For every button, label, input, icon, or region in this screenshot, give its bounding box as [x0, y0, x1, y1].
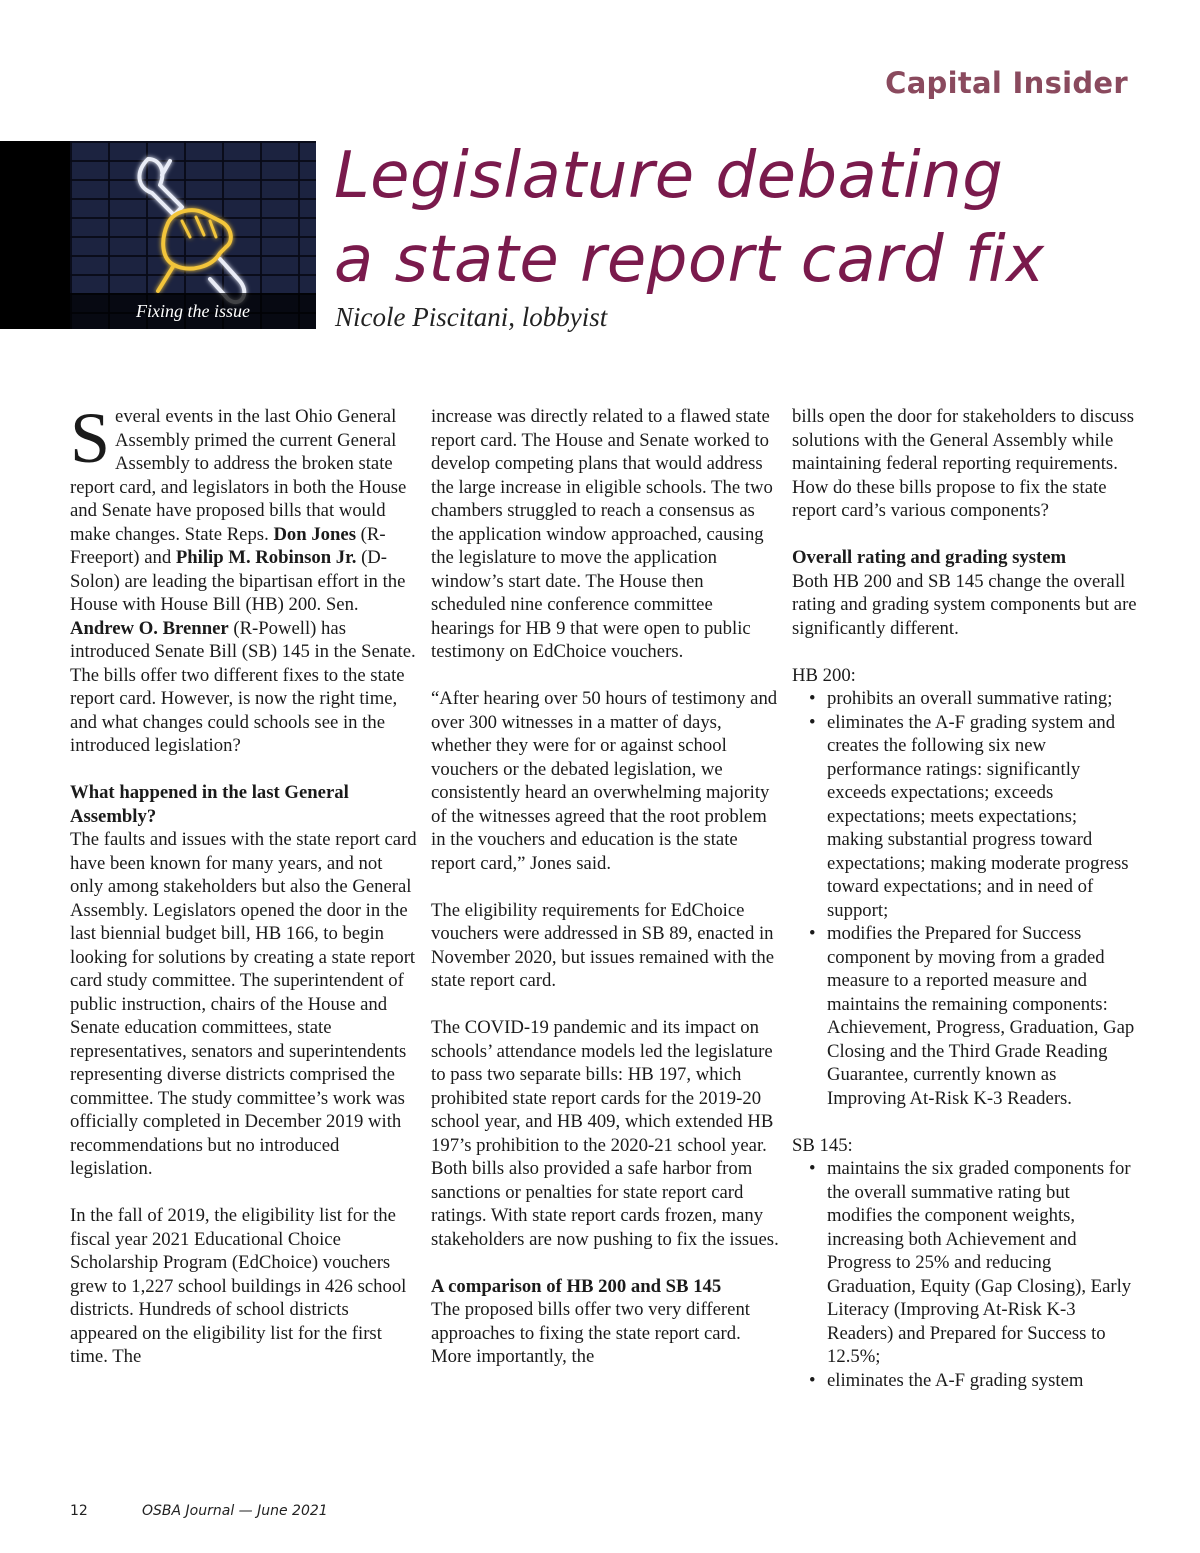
body-paragraph: The COVID-19 pandemic and its impact on schools’ attendance models led the legislature to pass two separate bills: HB 197, which prohibited state report cards for the 2019-20 school year, and HB 409, which extended HB 197’s prohibition to the 2020-21 school year. Both bills also provided a safe harbor from sanctions or penalties for state report card ratings. With state report cards frozen, many stakeholders are now pushing to fix the issues. [431, 1017, 779, 1250]
body-paragraph: increase was directly related to a flawed state report card. The House and Senate worked to develop competing plans that would address the large increase in eligible schools. The two chambers struggled to reach a consensus as the application window approached, causing the legislature to move the application window’s start date. The House then scheduled nine conference committee hearings for HB 9 that were open to public testimony on EdChoice vouchers. [431, 406, 773, 662]
article-title [334, 134, 1045, 302]
list-item: • eliminates the A-F grading system and creates the following six new performance ratings: significantly exceeds expectations; exceeds expectations; meets expectations; making substantial progress toward expectations; making moderate progress toward expectations; and in need of support; [792, 711, 1137, 923]
column-2 [431, 405, 779, 1392]
image-caption: Fixing the issue [70, 293, 316, 329]
subheading: A comparison of HB 200 and SB 145 [431, 1275, 722, 1297]
list-item: • eliminates the A-F grading system [792, 1369, 1137, 1393]
sb145-list [792, 1157, 1137, 1392]
text-run: (R-Powell) has introduced Senate Bill (SB) 145 in the Senate. The bills offer two different fixes to the state report card. However, is now the right time, and what changes could schools see in the introduced legislation? [70, 617, 416, 756]
body-paragraph: The proposed bills offer two very different approaches to fixing the state report card. More importantly, the [431, 1299, 750, 1367]
body-paragraph: The eligibility requirements for EdChoice vouchers were addressed in SB 89, enacted in November 2020, but issues remained with the state report card. [431, 899, 775, 991]
text-run: (D-Solon) are leading the bipartisan effort in the House with House Bill (HB) 200. Sen. [70, 547, 406, 615]
title-line-2: a state report card fix [334, 223, 1045, 297]
drop-cap: S [70, 398, 111, 478]
section-label: Capital Insider [885, 66, 1128, 100]
quote-paragraph: “After hearing over 50 hours of testimony and over 300 witnesses in a matter of days, whether they were for or against school vouchers or the debated legislation, we consistently heard an overwhelming majority of the witnesses agreed that the root problem in the vouchers and education is the state report card,” Jones said. [431, 688, 778, 874]
list-item: • modifies the Prepared for Success component by moving from a graded measure to a reported measure and maintains the remaining components: Achievement, Progress, Graduation, Gap Closing and the Third Grade Reading Guarantee, currently known as Improving At-Risk K-3 Readers. [792, 922, 1137, 1110]
legislator-name: Philip M. Robinson Jr. [175, 547, 357, 568]
list-label: SB 145: [792, 1134, 853, 1156]
text-run: (R-Freeport) and [70, 523, 386, 568]
body-paragraph: bills open the door for stakeholders to discuss solutions with the General Assembly while maintaining federal reporting requirements. How do these bills propose to fix the state report card’s various components? [792, 406, 1135, 521]
body-paragraph: In the fall of 2019, the eligibility list for the fiscal year 2021 Educational Choice Scholarship Program (EdChoice) vouchers grew to 1,227 school buildings in 426 school districts. Hundreds of school districts appeared on the eligibility list for the first time. The [70, 1205, 407, 1367]
subheading: Overall rating and grading system [792, 547, 1067, 568]
byline: Nicole Piscitani, lobbyist [335, 302, 608, 332]
hb200-list [792, 687, 1137, 1110]
body-paragraph: Both HB 200 and SB 145 change the overall rating and grading system components but are significantly different. [792, 570, 1137, 639]
hero-image [0, 141, 316, 329]
page-number: 12 [70, 1503, 88, 1519]
list-item: • maintains the six graded components for the overall summative rating but modifies the component weights, increasing both Achievement and Progress to 25% and reducing Graduation, Equity (Gap Closing), Early Literacy (Improving At-Risk K-3 Readers) and Prepared for Success to 12.5%; [792, 1157, 1137, 1369]
subheading: What happened in the last General Assembly? [70, 782, 349, 827]
legislator-name: Don Jones [273, 523, 356, 545]
text-run: everal events in the last Ohio General Assembly primed the current General Assembly to address the broken state report card, and legislators in both the House and Senate have proposed bills that would make changes. State Reps. [70, 406, 407, 545]
legislator-name: Andrew O. Brenner [70, 617, 229, 639]
column-3 [792, 405, 1137, 1416]
journal-name: OSBA Journal — June 2021 [142, 1503, 328, 1519]
intro-paragraph [70, 398, 418, 758]
page-footer [70, 1503, 328, 1519]
list-item: • prohibits an overall summative rating; [792, 687, 1137, 711]
column-1 [70, 398, 418, 1392]
list-label: HB 200: [792, 664, 856, 686]
hero-black-band [0, 141, 70, 329]
body-paragraph: The faults and issues with the state report card have been known for many years, and not only among stakeholders but also the General Assembly. Legislators opened the door in the last biennial budget bill, HB 166, to begin looking for solutions by creating a state report card study committee. The superintendent of public instruction, chairs of the House and Senate education committees, state representatives, senators and superintendents representing diverse districts comprised the committee. The study committee’s work was officially completed in December 2019 with recommendations but no introduced legislation. [70, 829, 417, 1179]
title-line-1: Legislature debating [334, 139, 1004, 213]
